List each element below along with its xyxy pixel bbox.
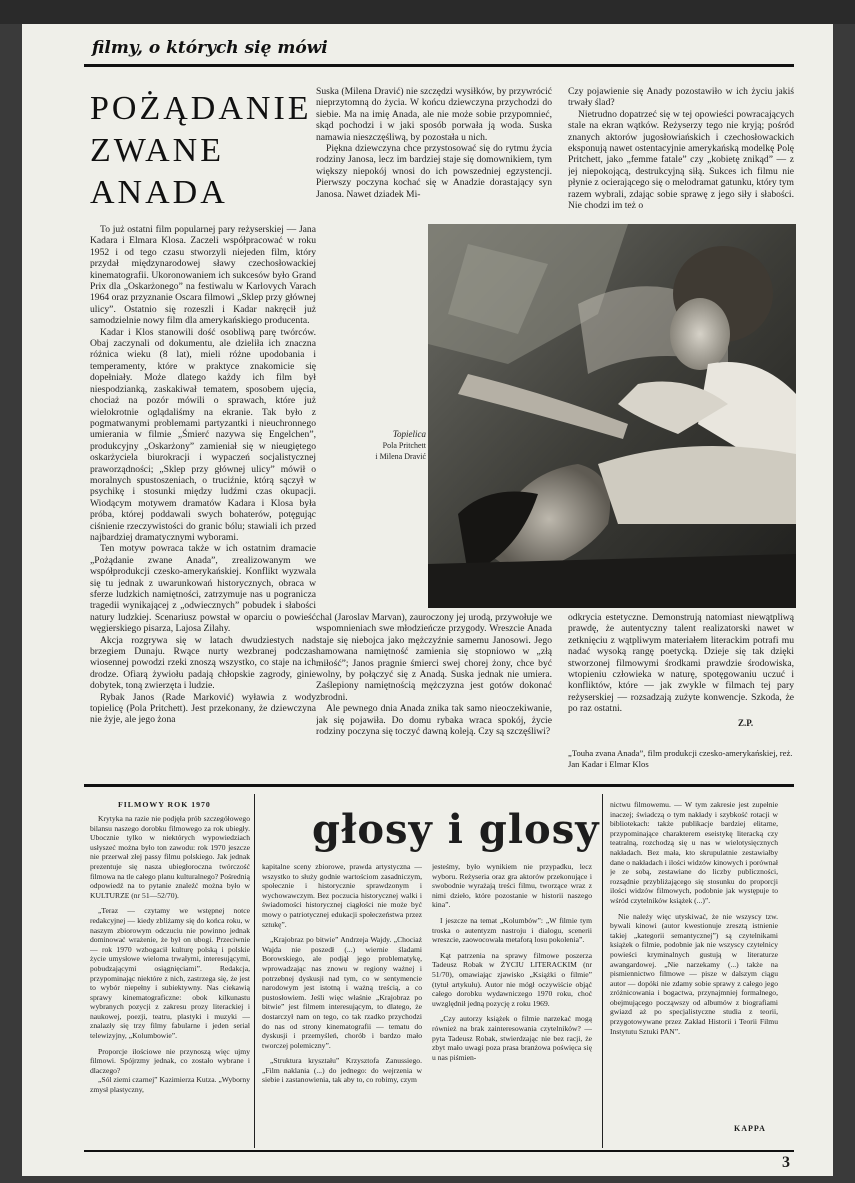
paragraph: Rybak Janos (Rade Marković) wyławia z wody topielicę (Pola Pritchett). Jest przekonany, że dziewczyna nie żyje, ale jego żona xyxy=(90,691,316,726)
article-column-2-top xyxy=(316,86,552,218)
paragraph: Piękna dziewczyna chce przystosować się do rytmu życia rodziny Janosa, lecz im bardziej staje się domownikiem, tym większy niepokój wnosi do ich powszedniej egzystencji. Pierwszy poczyna kochać się w Anadzie dorastający syn Janosa. Nawet dziadek Mi- xyxy=(316,143,552,200)
paragraph: Akcja rozgrywa się w latach dwudziestych nad brzegiem Dunaju. Rwące nurty wezbranej podczas wiosennej powodzi rzeki znoszą wszystko, co staje na ich drodze. Ofiarą żywiołu padają chłopskie zagrody, ginie dobytek, toną zwierzęta i ludzie. xyxy=(90,634,316,692)
glosy-column-2 xyxy=(262,862,422,1149)
title-line-1: POŻĄDANIE xyxy=(90,90,312,127)
article-column-1 xyxy=(90,224,316,769)
title-line-3: ANADA xyxy=(90,174,228,211)
paragraph: „Struktura kryształu” Krzysztofa Zanussiego. „Film naklania (...) do jednego: do wejrzenia w siebie i zastanowienia, tak aby to, co robimy, czym xyxy=(262,1056,422,1085)
paragraph: To już ostatni film popularnej pary reżyserskiej — Jana Kadara i Elmara Klosa. Zaczeli współpracować w roku 1952 i od tego czasu stworzyli niejeden film, który przydał międzynarodowej sławy czechosłowackiej kinematografii. Ukoronowaniem ich sukcesów było Grand Prix dla „Oskarżonego” na festiwalu w Karlovych Varach 1964 oraz przyznanie Oscara filmowi „Sklep przy głównej ulicy”. Ostatnio się rozeszli i Kadar nakręcił już samodzielnie nowy film dla amerykańskiego producenta. xyxy=(90,224,316,327)
film-credit: „Touha zvana Anada”, film produkcji czesko-amerykańskiej, reż. Jan Kadar i Elmar Klos xyxy=(568,748,793,769)
paragraph: Proporcje ilościowe nie przynoszą więc ujmy filmowi. Spójrzmy jednak, co zostało wybrane i dlaczego? xyxy=(90,1046,250,1075)
page-number: 3 xyxy=(782,1154,790,1171)
paragraph: Nietrudno dopatrzeć się w tej opowieści powracających stale na ekran wątków. Reżyserzy tego nie kryją; pośród znanych aktorów jugosłowiańskich i czechosłowackich eksponują nawet ostentacyjnie amerykańską modelkę Polę Pritchett, jako „femme fatale” czy „kobietę znikąd” — z jej niepokojącą, destrukcyjną siłą. Sukces ich filmu nie płynie z ocierającego się o melodramat gatunku, który tym razem wybrali, zdając sobie sprawę z jego siły i słabości. Nie chodzi im też o xyxy=(568,108,794,212)
article-column-3-bottom xyxy=(568,612,794,732)
paragraph: Kąt patrzenia na sprawy filmowe poszerza Tadeusz Robak w ŻYCIU LITERACKIM (nr 51/70), omawiając zjawisko „Książki o filmie” (tytuł artykułu). Autor nie mógł oczywiście objąć całego dorobku wydawniczego 1970 roku, choć uwzględnił jedną pozycję z roku 1969. xyxy=(432,950,592,1008)
article-column-3-top xyxy=(568,86,794,218)
scan-border xyxy=(0,0,855,24)
paragraph: Ale pewnego dnia Anada znika tak samo nieoczekiwanie, jak się pojawiła. Do domu rybaka wraca spokój, życie rodziny poczyna się toczyć dawną koleją. Czy są szczęśliwi? xyxy=(316,703,552,738)
article-end-rule xyxy=(84,784,794,787)
paragraph: „Czy autorzy książek o filmie narzekać mogą również na brak zainteresowania czytelników? — pyta Tadeusz Robak, stwierdzając nie bez racji, że zbyt mało uwagi poza prasa branżowa poświęca się u nas piśmien- xyxy=(432,1014,592,1062)
paragraph: kapitalne sceny zbiorowe, prawda artystyczna — wszystko to służy godnie wartościom zasadniczym, społecznie i historycznie sprawdzonym i wychowawczym. Bez poczucia historycznej walki i świadomości historycznej ciągłości nie może być mowy o patriotycznej edukacji społeczeństwa przez sztukę”. xyxy=(262,862,422,929)
paragraph: „Krajobraz po bitwie” Andrzeja Wajdy. „Chociaż Wajda nie poszedł (...) wiernie śladami Borowskiego, ale podjął jego problematykę, wprowadzając nas znowu w regiony ważnej i potrzebnej dyskusji nad tym, co w sentymencie narodowym jest istotną i ważną treścią, a co pustosłowiem. Jeśli więc właśnie „Krajobraz po bitwie” jest filmem interesującym, to dlatego, że dostarczył nam on tego, co tak rzadko przychodzi do nas od strony kinematografii — tematu do dyskusji i przemyśleń, chorób i bardzo mało tworczej polemiczny”. xyxy=(262,935,422,1050)
paragraph: I jeszcze na temat „Kolumbów”: „W filmie tym troska o autentyzm nastroju i dialogu, scenerii wreszcie, zaowocowała metaforą losu pokolenia”. xyxy=(432,915,592,945)
article-signature: Z.P. xyxy=(738,718,754,728)
paragraph: odkrycia estetyczne. Demonstrują natomiast niewątpliwą prawdę, że autentyczny talent realizatorski nawet w zetknięciu z wątpliwym materiałem literackim potrafi mu nadać wysoką rangę poetycką. Dzieje się tak dzięki stworzonej filmowymi środkami prawdzie środowiska, wtopieniu człowieka w naturę, spotęgowaniu uczuć i konfliktów, które — jak zwykle w filmach tej pary reżyserskiej — rozsadzają zużyte konwencje. Szkoda, że po raz ostatni. xyxy=(568,612,794,715)
paragraph: nictwu filmowemu. — W tym zakresie jest zupełnie inaczej; świadczą o tym nakłady i szybkość rotacji w bibliotekach: także publikacje bardziej elitarne, przypominające charakterem eseistykę literacką czy teatralną, rozchodzą się u nas w wielotysięcznych nakładach. Bez mała, kto skrupulatnie zestawiałby dane o nakładach i ilości widzów kinowych i porównał je ze sobą, zestawiane do liczby publiczności, rozsądnie przybliżającego się stosunku do proporcji ilości widzów filmowych, podobnie jak występuje to wśród czytelników książek (...)”. xyxy=(610,800,778,905)
paragraph: „Teraz — czytamy we wstępnej notce redakcyjnej — kiedy zbliżamy się do końca roku, w naszym zbiorowym odczuciu nie powinno jednak dominować wrażenie, że był on ubogi. Przeciwnie — rok 1970 wzbogacił kulturę polską i polskie życie umysłowe wieloma trwałymi, interesującymi, pobudzającymi osiągnięciami”. Redakcja, przypominając niektóre z nich, zastrzega się, że jest to wybór niepełny i subiektywny. Nas ciekawią sprawy kinematograficzne: obok kilkunastu wybranych pozycji z zakresu prozy literackiej i naukowej, poezji, teatru, plastyki i muzyki — znalazły się trzy filmy fabularne i jeden serial telewizyjny, „Kolumbowie”. xyxy=(90,906,250,1041)
paragraph: Ten motyw powraca także w ich ostatnim dramacie „Pożądanie zwane Anada”, zrealizowanym we współprodukcji czesko-amerykańskiej. Konflikt wyzwala się tu jednak z uwarunkowań historycznych, obraca w sferze ludzkich namiętności, zatrzymuje nas u pogranicza tragedii wynikającej z „odwiecznych” pobudek i słabości natury ludzkiej. Scenariusz powstał w oparciu o powieść węgierskiego pisarza, Lajosa Zilahy. xyxy=(90,543,316,635)
caption-names: Pola Pritchett i Milena Dravić xyxy=(375,441,426,461)
paragraph: Czy pojawienie się Anady pozostawiło w ich życiu jakiś trwały ślad? xyxy=(568,86,794,109)
paragraph: „Sól ziemi czarnej” Kazimierza Kutza. „Wyborny zmysł plastyczny, xyxy=(90,1075,250,1095)
section-header: filmy, o których się mówi xyxy=(92,38,328,58)
paragraph: Kadar i Klos stanowili dość osobliwą parę twórców. Obaj zaczynali od dokumentu, ale dzieliła ich znaczna różnica wieku (8 lat), mieli różne upodobania i temperamenty, które w praktyce znakomicie się dopełniały. Może dlatego każdy ich film był niespodzianką, zaskakiwał tematem, sposobem ujęcia, chociaż na pozór mówili o sprawach, które już wielokrotnie oglądaliśmy na ekranie. Tak było z pogmatwanymi problemami partyzantki i nieuchronnego umierania w filmie „Śmierć nazywa się Engelchen”, produkcyjny „Oskarżony” zamieniał się w nieugiętego oskarżyciela biurokracji i wypaczeń socjalistycznej praworządności; „Sklep przy głównej ulicy” mówił o moralnych spustoszeniach, o truciźnie, którą sączył w psychikę i stosunki między ludźmi czas okupacji. Wiodącym motywem dramatów Kadara i Klosa była próba, której poddawali swych bohaterów, potęgując ciśnienie rzeczywistości do granic bólu; stawiali ich przed najbardziej dramatycznymi wyborami. xyxy=(90,326,316,543)
glosy-column-3 xyxy=(432,862,592,1149)
paragraph: chal (Jaroslav Marvan), zauroczony jej urodą, przywołuje we wspomnieniach swe młodzieńcze przygody. Wreszcie Anada staje się niebojca jako mężczyźnie samemu Janosowi. Jego hamowana namiętność zamienia się stopniowo w „złą miłość”; Janos pragnie śmierci swej chorej żony, chce być wolny, by połączyć się z Anadą. Suska jednak nie umiera. Zaślepiony namiętnością mężczyzna jest gotów dokonać zbrodni. xyxy=(316,612,552,703)
photo-caption xyxy=(322,429,426,462)
glosy-kicker: FILMOWY ROK 1970 xyxy=(118,800,211,809)
paragraph: Nie należy więc utyskiwać, że nie wszyscy tzw. bywali kinowi (autor kwestionuje zresztą istnienie takiej „kategorii semantycznej”) są czytelnikami książek o filmie, podobnie jak nie wszyscy czytelnicy powieści kryminalnych gustują w literaturze awangardowej. „Nie narzekamy (...) także na pismiennictwo filmowe — pisze w dalszym ciągu autor — dopóki nie zdamy sobie sprawy z całego jego zróżnicowania i bogactwa, przynajmniej formalnego, obejmującego począwszy od albumów z biografiami gwiazd aż po specjalistyczne studia z teorii, przygotowywane przez Zakład Historii i Teorii Filmu Instytutu Sztuki PAN”. xyxy=(610,911,778,1036)
paragraph: Krytyka na razie nie podjęła prób szczegółowego bilansu naszego dorobku filmowego za rok ubiegły. Ubocznie tylko w niektórych wypowiedziach usłyszeć można było ton zawodu: rok 1970 jeszcze nie przerwał złej passy filmu polskiego. Jak jednak prezentuje się nasza ubiegłoroczna twórczość filmowa na tle całego planu kulturalnego? Pośrednią odpowiedź na to pytanie znaleźć można było w KULTURZE (nr 51—52/70). xyxy=(90,814,250,900)
film-still-image xyxy=(428,224,796,608)
magazine-page xyxy=(22,24,833,1176)
glosy-column-1 xyxy=(90,814,250,1149)
header-rule xyxy=(84,64,794,67)
film-still-photo xyxy=(428,224,796,608)
glosy-headline: głosy i glosy xyxy=(312,806,600,853)
bottom-rule xyxy=(84,1150,794,1152)
column-divider xyxy=(254,794,255,1148)
paragraph: Suska (Milena Dravić) nie szczędzi wysiłków, by przywrócić nieprzytomną do życia. W końcu dziewczyna przychodzi do siebie. Ma na imię Anada, ale nie może sobie przypomnieć, skąd pochodzi i w jaki sposób porwała ją woda. Suska namawia nieszczęśliwą, by pozostała u nich. xyxy=(316,86,552,143)
column-divider xyxy=(602,794,603,1148)
paragraph: jesteśmy, było wynikiem nie przypadku, lecz wyboru. Reżyseria oraz gra aktorów przekonujące i swobodnie wyrażają treści filmu, tworzące wraz z nimi dzieło, które pozostanie w historii naszego kina”. xyxy=(432,862,592,910)
caption-title: Topielica xyxy=(392,429,426,439)
glosy-signature: KAPPA xyxy=(734,1124,766,1133)
title-line-2: ZWANE xyxy=(90,132,224,169)
article-column-2-bottom xyxy=(316,612,552,782)
glosy-column-4 xyxy=(610,800,778,1120)
